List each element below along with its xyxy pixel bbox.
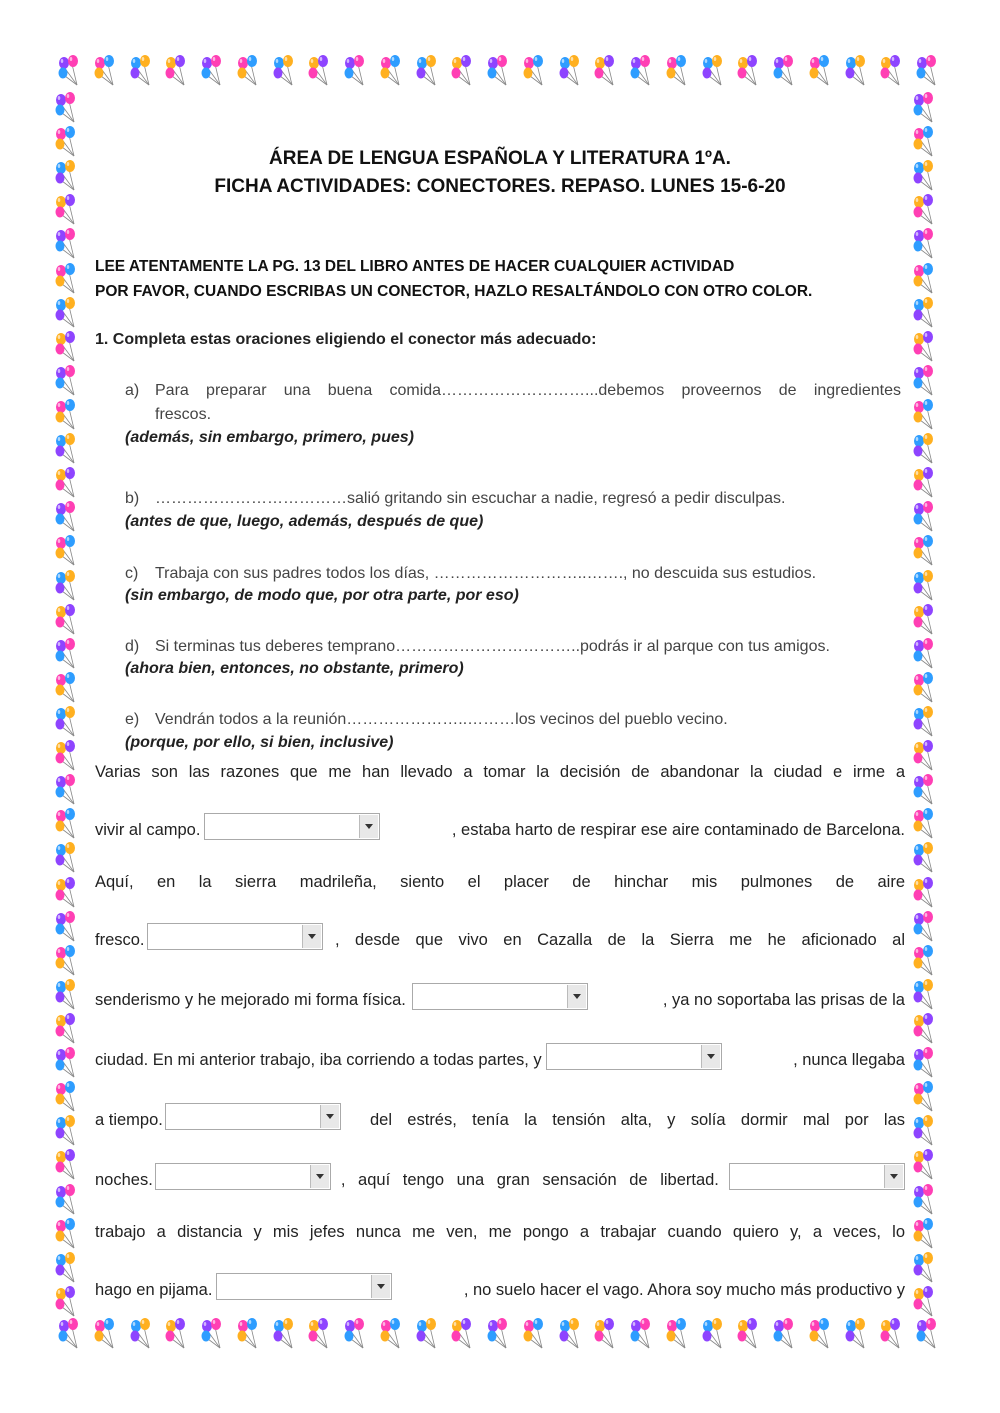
balloon-icon bbox=[910, 604, 942, 636]
balloon-icon bbox=[913, 55, 945, 87]
exercise-item-e bbox=[125, 708, 905, 732]
balloon-icon bbox=[52, 911, 84, 943]
balloon-icon bbox=[556, 1318, 588, 1350]
connector-dropdown-1[interactable] bbox=[204, 813, 380, 840]
balloon-icon bbox=[52, 1218, 84, 1250]
balloon-icon bbox=[913, 1318, 945, 1350]
paragraph-line bbox=[95, 1216, 905, 1242]
item-text: ………………………………salió gritando sin escuchar a nadie, regresó a pedir disculpas. bbox=[155, 490, 786, 507]
balloon-icon bbox=[910, 433, 942, 465]
item-text: Para preparar una buena comida………………………...debemos proveernos de ingredientes bbox=[155, 382, 901, 399]
item-options-d: (ahora bien, entonces, no obstante, primero) bbox=[125, 660, 464, 677]
balloon-border-right bbox=[910, 92, 946, 1318]
chevron-down-icon bbox=[302, 925, 321, 948]
balloon-icon bbox=[910, 1013, 942, 1045]
balloon-icon bbox=[910, 365, 942, 397]
balloon-icon bbox=[806, 55, 838, 87]
paragraph-text: , aquí tengo una gran sensación de libertad. bbox=[340, 1171, 719, 1189]
balloon-icon bbox=[910, 1184, 942, 1216]
item-text: Vendrán todos a la reunión…………………..………los vecinos del pueblo vecino. bbox=[155, 711, 728, 728]
balloon-icon bbox=[663, 1318, 695, 1350]
balloon-icon bbox=[270, 55, 302, 87]
chevron-down-icon bbox=[310, 1165, 329, 1188]
instruction-line2: POR FAVOR, CUANDO ESCRIBAS UN CONECTOR, HAZLO RESALTÁNDOLO CON OTRO COLOR. bbox=[95, 283, 813, 300]
balloon-icon bbox=[127, 1318, 159, 1350]
balloon-icon bbox=[52, 1184, 84, 1216]
paragraph-line bbox=[95, 916, 905, 950]
balloon-icon bbox=[52, 808, 84, 840]
balloon-icon bbox=[910, 194, 942, 226]
balloon-icon bbox=[448, 1318, 480, 1350]
balloon-icon bbox=[910, 501, 942, 533]
balloon-icon bbox=[377, 55, 409, 87]
connector-dropdown-3[interactable] bbox=[412, 983, 588, 1010]
connector-dropdown-8[interactable] bbox=[216, 1273, 392, 1300]
balloon-border-top bbox=[55, 55, 945, 91]
balloon-icon bbox=[591, 1318, 623, 1350]
balloon-icon bbox=[734, 55, 766, 87]
balloon-icon bbox=[52, 774, 84, 806]
chevron-down-icon bbox=[701, 1045, 720, 1068]
item-label: b) bbox=[125, 490, 140, 507]
paragraph-line bbox=[95, 1096, 905, 1130]
paragraph-text: , desde que vivo en Cazalla de la Sierra me he aficionado al bbox=[335, 931, 905, 949]
paragraph-text: a tiempo. bbox=[95, 1111, 163, 1129]
balloon-icon bbox=[484, 1318, 516, 1350]
balloon-icon bbox=[877, 1318, 909, 1350]
exercise-heading: 1. Completa estas oraciones eligiendo el conector más adecuado: bbox=[95, 331, 597, 348]
balloon-icon bbox=[52, 228, 84, 260]
balloon-icon bbox=[198, 1318, 230, 1350]
balloon-icon bbox=[627, 55, 659, 87]
balloon-icon bbox=[448, 55, 480, 87]
paragraph-text: , ya no soportaba las prisas de la bbox=[662, 991, 905, 1009]
balloon-icon bbox=[162, 1318, 194, 1350]
balloon-icon bbox=[877, 55, 909, 87]
balloon-icon bbox=[910, 331, 942, 363]
balloon-border-left bbox=[52, 92, 88, 1318]
balloon-icon bbox=[52, 467, 84, 499]
chevron-down-icon bbox=[371, 1275, 390, 1298]
balloon-icon bbox=[910, 126, 942, 158]
balloon-icon bbox=[52, 433, 84, 465]
balloon-icon bbox=[52, 126, 84, 158]
item-options-a: (además, sin embargo, primero, pues) bbox=[125, 429, 414, 446]
balloon-icon bbox=[556, 55, 588, 87]
balloon-icon bbox=[234, 55, 266, 87]
page-title-line2: FICHA ACTIVIDADES: CONECTORES. REPASO. LUNES 15-6-20 bbox=[214, 176, 786, 197]
balloon-icon bbox=[234, 1318, 266, 1350]
balloon-icon bbox=[910, 945, 942, 977]
paragraph-line bbox=[95, 1036, 905, 1070]
item-options-b: (antes de que, luego, además, después de que) bbox=[125, 513, 484, 530]
balloon-icon bbox=[413, 55, 445, 87]
balloon-icon bbox=[52, 706, 84, 738]
balloon-icon bbox=[910, 1115, 942, 1147]
balloon-icon bbox=[341, 55, 373, 87]
balloon-icon bbox=[52, 979, 84, 1011]
item-text-continued: frescos. bbox=[155, 406, 212, 423]
balloon-icon bbox=[377, 1318, 409, 1350]
paragraph-text: , estaba harto de respirar ese aire contaminado de Barcelona. bbox=[451, 821, 905, 839]
paragraph-line bbox=[95, 1266, 905, 1300]
balloon-icon bbox=[806, 1318, 838, 1350]
balloon-icon bbox=[699, 1318, 731, 1350]
balloon-icon bbox=[910, 92, 942, 124]
connector-dropdown-7[interactable] bbox=[729, 1163, 905, 1190]
paragraph-text: fresco. bbox=[95, 931, 145, 949]
balloon-icon bbox=[52, 365, 84, 397]
balloon-icon bbox=[910, 160, 942, 192]
balloon-icon bbox=[91, 1318, 123, 1350]
balloon-icon bbox=[910, 1149, 942, 1181]
paragraph-text: Varias son las razones que me han llevado a tomar la decisión de abandonar la ciudad e irme a bbox=[95, 763, 905, 781]
balloon-icon bbox=[162, 55, 194, 87]
chevron-down-icon bbox=[320, 1105, 339, 1128]
instruction-line1: LEE ATENTAMENTE LA PG. 13 DEL LIBRO ANTES DE HACER CUALQUIER ACTIVIDAD bbox=[95, 258, 735, 275]
balloon-icon bbox=[910, 228, 942, 260]
balloon-icon bbox=[910, 842, 942, 874]
balloon-icon bbox=[910, 740, 942, 772]
paragraph-text: Aquí, en la sierra madrileña, siento el placer de hinchar mis pulmones de aire bbox=[95, 873, 905, 891]
balloon-icon bbox=[52, 877, 84, 909]
balloon-icon bbox=[734, 1318, 766, 1350]
paragraph-text: vivir al campo. bbox=[95, 821, 201, 839]
exercise-item-a bbox=[125, 379, 905, 427]
paragraph-text: trabajo a distancia y mis jefes nunca me ven, me pongo a trabajar cuando quiero y, a veces, lo bbox=[95, 1223, 905, 1241]
balloon-icon bbox=[91, 55, 123, 87]
exercise-item-c bbox=[125, 562, 905, 586]
balloon-icon bbox=[413, 1318, 445, 1350]
balloon-icon bbox=[52, 399, 84, 431]
balloon-icon bbox=[910, 570, 942, 602]
balloon-icon bbox=[520, 1318, 552, 1350]
connector-dropdown-2[interactable] bbox=[147, 923, 323, 950]
balloon-icon bbox=[910, 467, 942, 499]
balloon-icon bbox=[305, 55, 337, 87]
item-label: d) bbox=[125, 638, 140, 655]
balloon-icon bbox=[52, 672, 84, 704]
item-label: a) bbox=[125, 382, 140, 399]
balloon-icon bbox=[52, 92, 84, 124]
balloon-icon bbox=[699, 55, 731, 87]
balloon-icon bbox=[52, 604, 84, 636]
balloon-icon bbox=[842, 55, 874, 87]
balloon-icon bbox=[910, 1047, 942, 1079]
balloon-icon bbox=[52, 740, 84, 772]
balloon-icon bbox=[910, 1286, 942, 1318]
balloon-border-bottom bbox=[55, 1318, 945, 1354]
balloon-icon bbox=[910, 1081, 942, 1113]
balloon-icon bbox=[910, 1218, 942, 1250]
paragraph-text: noches. bbox=[95, 1171, 153, 1189]
item-options-e: (porque, por ello, si bien, inclusive) bbox=[125, 734, 394, 751]
balloon-icon bbox=[52, 535, 84, 567]
item-options-c: (sin embargo, de modo que, por otra parte, por eso) bbox=[125, 587, 519, 604]
connector-dropdown-4[interactable] bbox=[546, 1043, 722, 1070]
balloon-icon bbox=[627, 1318, 659, 1350]
balloon-icon bbox=[910, 774, 942, 806]
paragraph-text: , no suelo hacer el vago. Ahora soy mucho más productivo y bbox=[463, 1281, 905, 1299]
balloon-icon bbox=[52, 1149, 84, 1181]
paragraph-line bbox=[95, 1156, 905, 1190]
item-label: c) bbox=[125, 565, 139, 582]
paragraph-text: del estrés, tenía la tensión alta, y solía dormir mal por las bbox=[370, 1111, 905, 1129]
chevron-down-icon bbox=[884, 1165, 903, 1188]
balloon-icon bbox=[52, 1081, 84, 1113]
balloon-icon bbox=[52, 501, 84, 533]
balloon-icon bbox=[663, 55, 695, 87]
balloon-icon bbox=[52, 160, 84, 192]
paragraph-line bbox=[95, 866, 905, 892]
paragraph-line bbox=[95, 976, 905, 1010]
chevron-down-icon bbox=[359, 815, 378, 838]
balloon-icon bbox=[910, 911, 942, 943]
balloon-icon bbox=[52, 842, 84, 874]
balloon-icon bbox=[910, 399, 942, 431]
balloon-icon bbox=[910, 808, 942, 840]
balloon-icon bbox=[52, 194, 84, 226]
balloon-icon bbox=[52, 638, 84, 670]
balloon-icon bbox=[842, 1318, 874, 1350]
paragraph-text: ciudad. En mi anterior trabajo, iba corriendo a todas partes, y bbox=[95, 1051, 542, 1069]
chevron-down-icon bbox=[567, 985, 586, 1008]
connector-dropdown-5[interactable] bbox=[165, 1103, 341, 1130]
page-title-line1: ÁREA DE LENGUA ESPAÑOLA Y LITERATURA 1ºA. bbox=[269, 148, 731, 169]
balloon-icon bbox=[52, 1115, 84, 1147]
item-text: Trabaja con sus padres todos los días, ………………………..……., no descuida sus estudios. bbox=[155, 565, 817, 582]
balloon-icon bbox=[305, 1318, 337, 1350]
balloon-icon bbox=[198, 55, 230, 87]
balloon-icon bbox=[910, 1252, 942, 1284]
exercise-item-b bbox=[125, 487, 905, 511]
item-text: Si terminas tus deberes temprano……………………………..podrás ir al parque con tus amigos. bbox=[155, 638, 830, 655]
balloon-icon bbox=[52, 1286, 84, 1318]
balloon-icon bbox=[770, 55, 802, 87]
balloon-icon bbox=[270, 1318, 302, 1350]
paragraph-line bbox=[95, 756, 905, 782]
connector-dropdown-6[interactable] bbox=[155, 1163, 331, 1190]
balloon-icon bbox=[910, 979, 942, 1011]
balloon-icon bbox=[341, 1318, 373, 1350]
balloon-icon bbox=[52, 1047, 84, 1079]
balloon-icon bbox=[55, 55, 87, 87]
balloon-icon bbox=[55, 1318, 87, 1350]
balloon-icon bbox=[52, 570, 84, 602]
balloon-icon bbox=[484, 55, 516, 87]
balloon-icon bbox=[591, 55, 623, 87]
balloon-icon bbox=[520, 55, 552, 87]
paragraph-line bbox=[95, 806, 905, 840]
balloon-icon bbox=[127, 55, 159, 87]
balloon-icon bbox=[52, 297, 84, 329]
balloon-icon bbox=[910, 535, 942, 567]
exercise-item-d bbox=[125, 635, 905, 659]
balloon-icon bbox=[910, 638, 942, 670]
balloon-icon bbox=[910, 672, 942, 704]
balloon-icon bbox=[770, 1318, 802, 1350]
balloon-icon bbox=[910, 877, 942, 909]
balloon-icon bbox=[52, 331, 84, 363]
paragraph-text: , nunca llegaba bbox=[793, 1051, 905, 1069]
balloon-icon bbox=[52, 263, 84, 295]
item-label: e) bbox=[125, 711, 140, 728]
balloon-icon bbox=[52, 1013, 84, 1045]
balloon-icon bbox=[910, 706, 942, 738]
balloon-icon bbox=[910, 297, 942, 329]
balloon-icon bbox=[52, 945, 84, 977]
paragraph-text: senderismo y he mejorado mi forma física. bbox=[95, 991, 406, 1009]
balloon-icon bbox=[52, 1252, 84, 1284]
paragraph-text: hago en pijama. bbox=[95, 1281, 213, 1299]
